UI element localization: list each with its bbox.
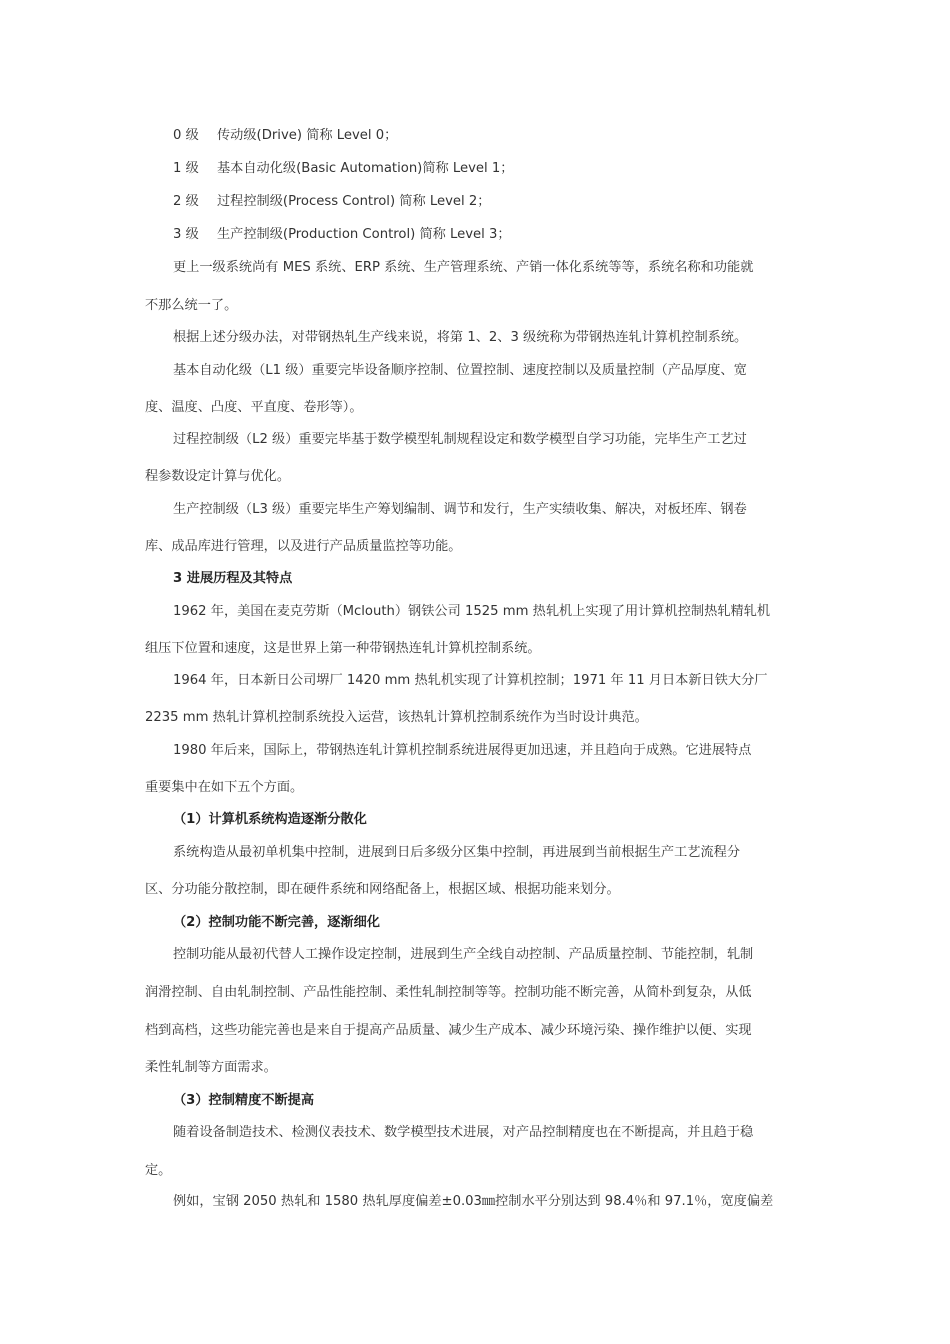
- paragraph-line: 1980 年后来，国际上，带钢热连轧计算机控制系统进展得更加迅速，并且趋向于成熟。它进展特点: [173, 743, 752, 758]
- level-number: 3 级: [173, 227, 199, 242]
- paragraph-line: 重要集中在如下五个方面。: [145, 780, 304, 795]
- level-text: 基本自动化级(Basic Automation)简称 Level 1；: [217, 161, 514, 176]
- level-number: 2 级: [173, 194, 199, 209]
- level-2-row: [173, 192, 810, 212]
- paragraph-line: 档到高档，这些功能完善也是来自于提高产品质量、减少生产成本、减少环境污染、操作维护以便、实现: [145, 1023, 752, 1038]
- paragraph-line: 1962 年，美国在麦克劳斯（Mclouth）钢铁公司 1525 mm 热轧机上实现了用计算机控制热轧精轧机: [173, 604, 771, 619]
- paragraph-line: 不那么统一了。: [145, 298, 238, 313]
- paragraph-line: 2235 mm 热轧计算机控制系统投入运营，该热轧计算机控制系统作为当时设计典范。: [145, 710, 648, 725]
- paragraph-line: 控制功能从最初代替人工操作设定控制，进展到生产全线自动控制、产品质量控制、节能控制，轧制: [173, 947, 754, 962]
- paragraph-line: 柔性轧制等方面需求。: [145, 1060, 277, 1075]
- paragraph-line: 区、分功能分散控制，即在硬件系统和网络配备上，根据区域、根据功能来划分。: [145, 882, 620, 897]
- level-number: 0 级: [173, 128, 199, 143]
- level-text: 生产控制级(Production Control) 简称 Level 3；: [217, 227, 511, 242]
- paragraph-line: 生产控制级（L3 级）重要完毕生产筹划编制、调节和发行，生产实绩收集、解决，对板坯库、钢卷: [173, 502, 747, 517]
- paragraph-line: 润滑控制、自由轧制控制、产品性能控制、柔性轧制控制等等。控制功能不断完善，从简朴到复杂，从低: [145, 985, 752, 1000]
- paragraph-line: 系统构造从最初单机集中控制，进展到日后多级分区集中控制，再进展到当前根据生产工艺流程分: [173, 845, 741, 860]
- paragraph-line: 随着设备制造技术、检测仪表技术、数学模型技术进展，对产品控制精度也在不断提高，并且趋于稳: [173, 1125, 754, 1140]
- subsection-heading: （1）计算机系统构造逐渐分散化: [173, 812, 367, 827]
- level-0-row: [173, 126, 810, 146]
- paragraph-line: 根据上述分级办法，对带钢热轧生产线来说，将第 1、2、3 级统称为带钢热连轧计算机控制系统。: [173, 330, 748, 345]
- subsection-heading: （2）控制功能不断完善，逐渐细化: [173, 915, 380, 930]
- paragraph-line: 基本自动化级（L1 级）重要完毕设备顺序控制、位置控制、速度控制以及质量控制（产品厚度、宽: [173, 363, 747, 378]
- level-text: 传动级(Drive) 简称 Level 0；: [217, 128, 398, 143]
- paragraph-line: 1964 年，日本新日公司堺厂 1420 mm 热轧机实现了计算机控制；1971 年 11 月日本新日铁大分厂: [173, 673, 768, 688]
- level-text: 过程控制级(Process Control) 简称 Level 2；: [217, 194, 491, 209]
- level-3-row: [173, 225, 810, 245]
- level-number: 1 级: [173, 161, 199, 176]
- section-heading: 3 进展历程及其特点: [173, 571, 293, 586]
- paragraph-line: 度、温度、凸度、平直度、卷形等）。: [145, 400, 363, 415]
- level-1-row: [173, 159, 810, 179]
- paragraph-line: 程参数设定计算与优化。: [145, 469, 291, 484]
- paragraph-line: 定。: [145, 1163, 172, 1178]
- paragraph-line: 过程控制级（L2 级）重要完毕基于数学模型轧制规程设定和数学模型自学习功能，完毕生产工艺过: [173, 432, 747, 447]
- paragraph-line: 例如，宝钢 2050 热轧和 1580 热轧厚度偏差±0.03㎜控制水平分别达到 98.4％和 97.1％，宽度偏差: [173, 1194, 774, 1209]
- subsection-heading: （3）控制精度不断提高: [173, 1093, 315, 1108]
- paragraph-line: 更上一级系统尚有 MES 系统、ERP 系统、生产管理系统、产销一体化系统等等，系统名称和功能就: [173, 260, 754, 275]
- paragraph-line: 库、成品库进行管理，以及进行产品质量监控等功能。: [145, 539, 462, 554]
- paragraph-line: 组压下位置和速度，这是世界上第一种带钢热连轧计算机控制系统。: [145, 641, 541, 656]
